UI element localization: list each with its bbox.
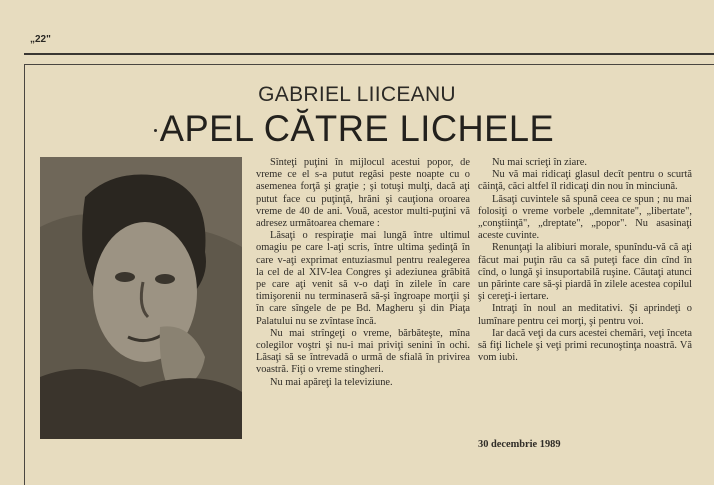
paragraph: Renunţaţi la alibiuri morale, spunîndu-vă că aţi făcut mai puţin rău ca să puteţi face din cînd în cînd, o lungă şi insuportabilă ruşine. Căutaţi atunci un părinte care să-şi piardă în zilele acestea copilul şi cereţi-i iertare. xyxy=(478,242,692,303)
article-date: 30 decembrie 1989 xyxy=(478,439,561,450)
paragraph: Lăsaţi o respiraţie mai lungă între ultimul omagiu pe care l-aţi scris, între ultima şedinţă în care v-aţi exprimat entuziasmul pentru realegerea la cel de al XIV-lea Congres şi adeziunea grăbită pe care aţi venit să v-o daţi în zilele în care timişorenii nu terminaseră să-şi îngroape morţii şi în care sîngele de pe Bd. Magheru şi din Piaţa Palatului nu se zvîntase încă. xyxy=(256,230,470,327)
paragraph: Sînteţi puţini în mijlocul acestui popor, de vreme ce el s-a putut regăsi peste noapte cu o asemenea forţă şi graţie ; şi totuşi mulţi, dacă aţi putut face cu puţinţă, hrăni şi cauţiona oroarea vreme de 40 de ani. Vouă, acestor multi-puţini vă adresez următoarea chemare : xyxy=(256,157,470,230)
paragraph: Nu mai strîngeţi o vreme, bărbăteşte, mîna colegilor voştri şi nu-i mai priviţi senini în ochi. Lăsaţi să se întrevadă o urmă de sfială în privirea voastră. Fiţi o vreme stingheri. xyxy=(256,327,470,376)
article-headline: APEL CĂTRE LICHELE xyxy=(159,108,555,149)
paragraph: Iar dacă veţi da curs acestei chemări, veţi înceta să fiţi lichele şi veţi primi recunoştinţa noastră. Vă vom iubi. xyxy=(478,327,692,364)
author-name: GABRIEL LIICEANU xyxy=(258,83,456,106)
page-number: „22" xyxy=(30,34,51,45)
paragraph: Nu mai apăreţi la televiziune. xyxy=(270,376,393,388)
article-column-1 xyxy=(256,157,470,389)
paragraph: Intraţi în noul an meditativi. Şi aprindeţi o lumînare pentru cei morţi, şi pentru voi. xyxy=(478,303,692,327)
author-portrait xyxy=(40,157,242,439)
paragraph: Nu vă mai ridicaţi glasul decît pentru o scurtă căinţă, căci altfel îl ridicaţi din nou în minciună. xyxy=(478,169,692,193)
article-column-2 xyxy=(478,157,692,364)
paragraph: Lăsaţi cuvintele să spună ceea ce spun ; nu mai folosiţi o vreme vorbele „demnitate", „libertate", „conştiinţă", „dreptate", „popor". Nu asasinaţi aceste cuvinte. xyxy=(478,193,692,242)
portrait-icon xyxy=(40,157,242,439)
paragraph: Nu mai scrieţi în ziare. xyxy=(492,157,587,168)
top-rule xyxy=(24,53,714,55)
